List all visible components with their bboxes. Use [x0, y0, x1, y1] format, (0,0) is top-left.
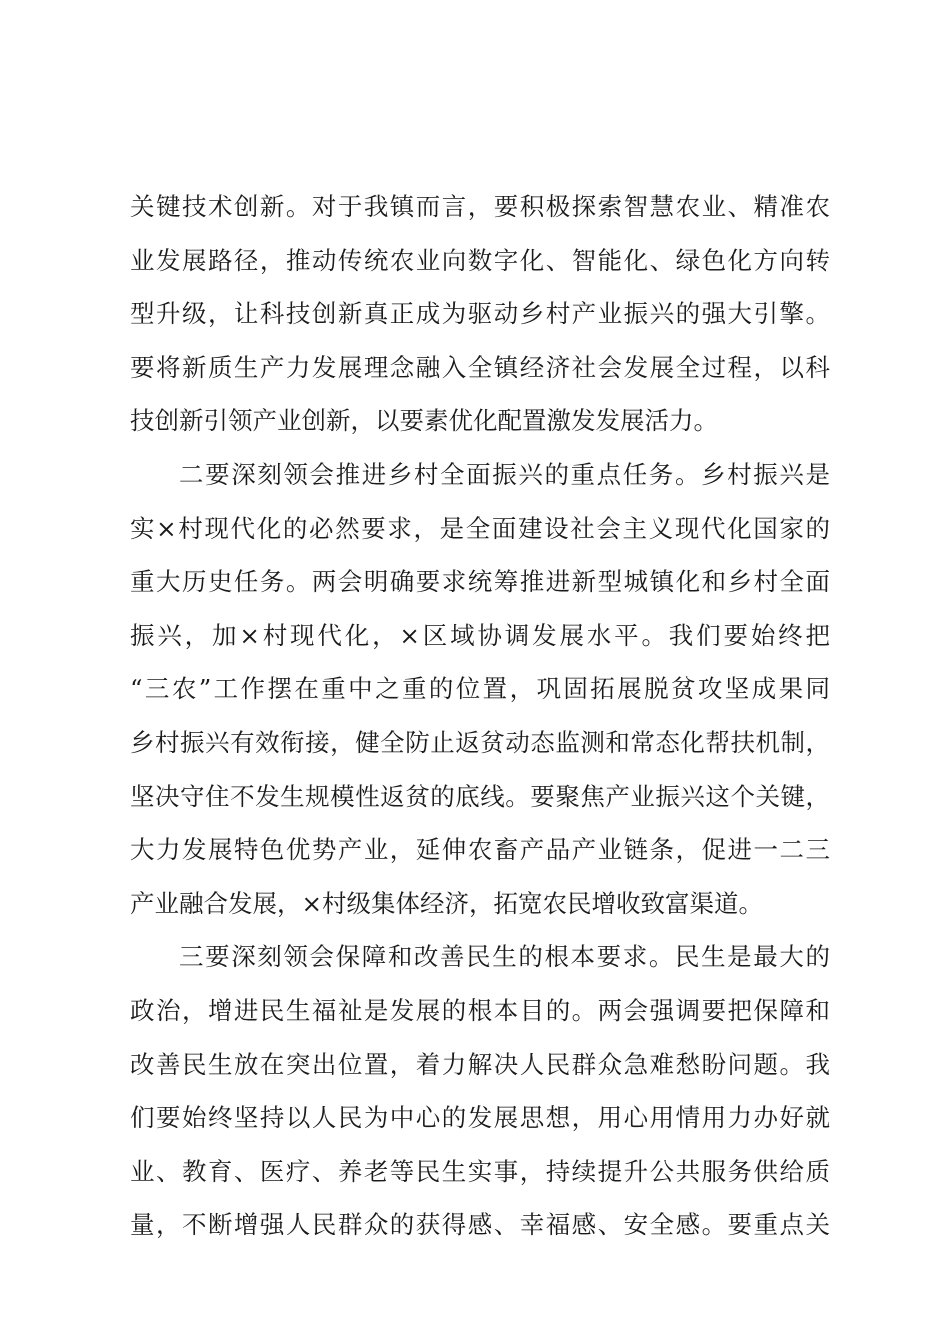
text-line: 要将新质生产力发展理念融入全镇经济社会发展全过程，以科: [130, 352, 830, 382]
text-line: 重大历史任务。两会明确要求统筹推进新型城镇化和乡村全面: [130, 567, 830, 597]
text-line: 关键技术创新。对于我镇而言，要积极探索智慧农业、精准农: [130, 192, 830, 221]
text-line: 们要始终坚持以人民为中心的发展思想，用心用情用力办好就: [130, 1103, 830, 1133]
text-line: 量，不断增强人民群众的获得感、幸福感、安全感。要重点关: [130, 1210, 830, 1240]
text-line: 型升级，让科技创新真正成为驱动乡村产业振兴的强大引擎。: [130, 299, 830, 329]
text-line: 坚决守住不发生规模性返贫的底线。要聚焦产业振兴这个关键，: [130, 781, 830, 811]
paragraph-start-line: 三要深刻领会保障和改善民生的根本要求。民生是最大的: [179, 942, 830, 972]
body-text: [130, 180, 830, 1252]
text-line: 业发展路径，推动传统农业向数字化、智能化、绿色化方向转: [130, 245, 830, 275]
text-line: 业、教育、医疗、养老等民生实事，持续提升公共服务供给质: [130, 1156, 830, 1186]
text-line: 改善民生放在突出位置，着力解决人民群众急难愁盼问题。我: [130, 1049, 830, 1079]
text-line: 乡村振兴有效衔接，健全防止返贫动态监测和常态化帮扶机制，: [130, 727, 830, 757]
text-line: 振兴，加×村现代化，×区域协调发展水平。我们要始终把: [130, 620, 830, 650]
text-line: 技创新引领产业创新，以要素优化配置激发发展活力。: [130, 406, 718, 436]
text-line: 产业融合发展，×村级集体经济，拓宽农民增收致富渠道。: [130, 888, 764, 918]
paragraph-start-line: 二要深刻领会推进乡村全面振兴的重点任务。乡村振兴是: [179, 459, 830, 489]
text-line: 实×村现代化的必然要求，是全面建设社会主义现代化国家的: [130, 513, 830, 543]
text-line: 政治，增进民生福祉是发展的根本目的。两会强调要把保障和: [130, 995, 830, 1025]
text-line: 大力发展特色优势产业，延伸农畜产品产业链条，促进一二三: [130, 835, 830, 865]
text-line: “三农”工作摆在重中之重的位置，巩固拓展脱贫攻坚成果同: [130, 674, 830, 704]
